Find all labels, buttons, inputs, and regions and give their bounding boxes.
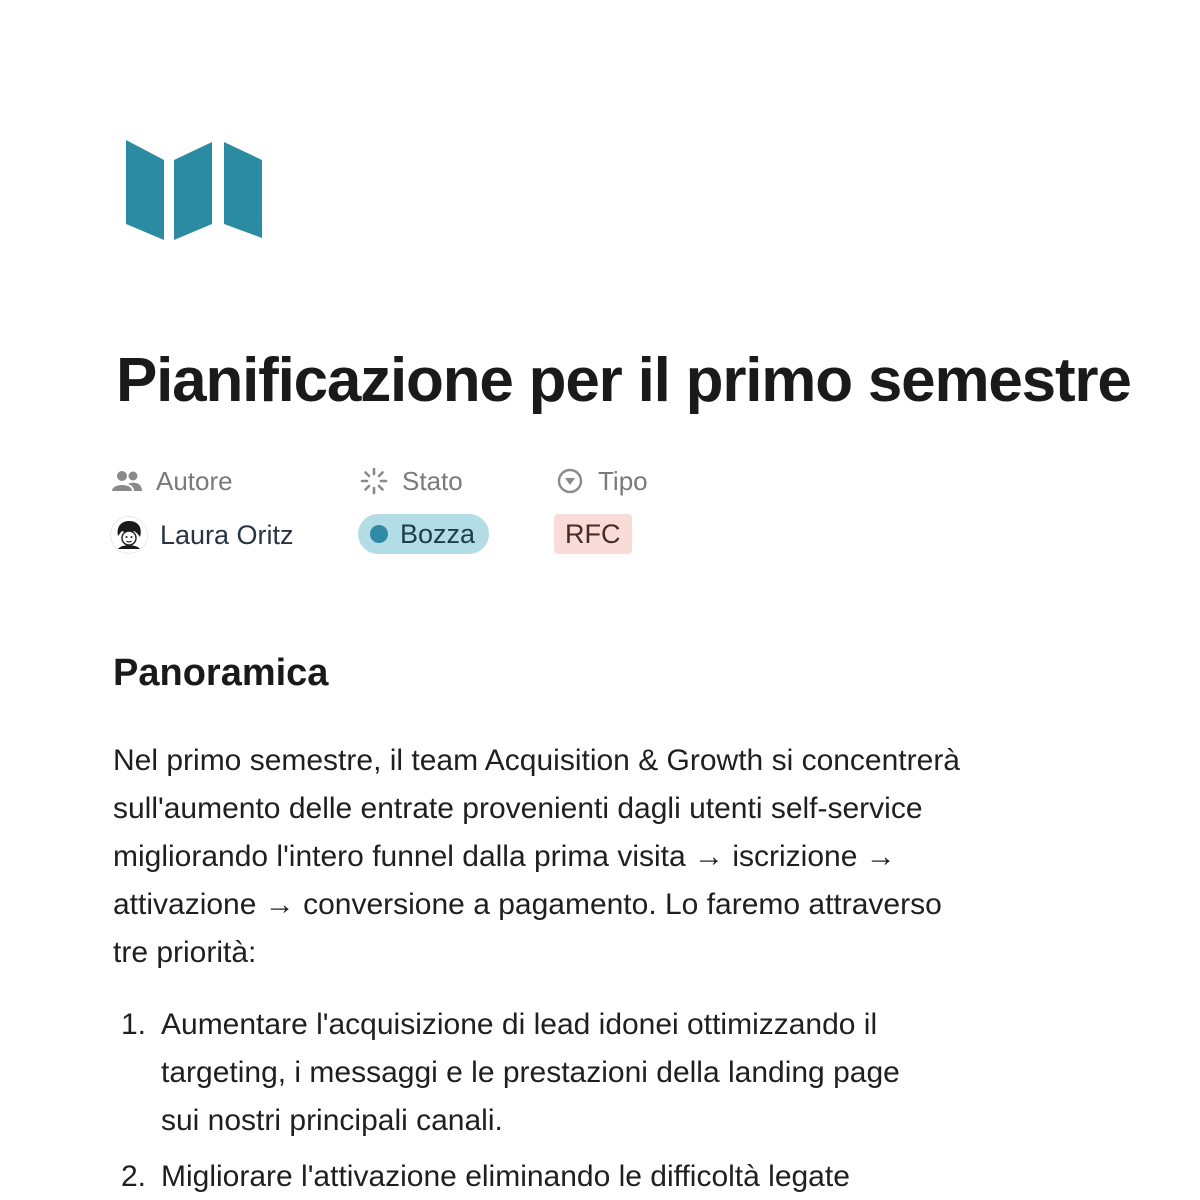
list-item xyxy=(113,1153,1113,1200)
section-heading: Panoramica xyxy=(113,652,329,694)
property-author[interactable] xyxy=(112,464,233,498)
overview-paragraph xyxy=(113,737,1113,977)
map-icon xyxy=(124,140,264,240)
list-item-line: sui nostri principali canali. xyxy=(161,1104,503,1137)
property-status[interactable] xyxy=(360,464,463,498)
loading-icon xyxy=(360,467,388,495)
select-icon xyxy=(556,467,584,495)
paragraph-line: sull'aumento delle entrate provenienti dagli utenti self-service xyxy=(113,792,923,825)
priority-list xyxy=(113,1001,1113,1200)
paragraph-line: Nel primo semestre, il team Acquisition & Growth si concentrerà xyxy=(113,744,960,777)
status-value: Bozza xyxy=(400,518,476,549)
people-icon xyxy=(112,470,142,492)
avatar xyxy=(110,516,148,554)
list-item xyxy=(113,1001,1113,1145)
author-value[interactable] xyxy=(110,514,294,556)
property-type-label: Tipo xyxy=(598,465,648,496)
list-number: 2. xyxy=(121,1160,147,1193)
property-status-label: Stato xyxy=(402,465,463,496)
paragraph-line: migliorando l'intero funnel dalla prima visita → iscrizione → xyxy=(113,840,896,873)
type-tag[interactable] xyxy=(554,514,632,554)
status-badge[interactable] xyxy=(358,514,489,554)
property-author-label: Autore xyxy=(156,465,233,496)
list-number: 1. xyxy=(121,1008,147,1041)
list-item-line: Migliorare l'attivazione eliminando le difficoltà legate xyxy=(161,1160,850,1193)
author-name: Laura Oritz xyxy=(160,519,294,550)
page-title: Pianificazione per il primo semestre xyxy=(116,346,1131,415)
list-item-line: Aumentare l'acquisizione di lead idonei ottimizzando il xyxy=(161,1008,878,1041)
status-dot xyxy=(370,525,388,543)
paragraph-line: attivazione → conversione a pagamento. Lo faremo attraverso xyxy=(113,888,942,921)
paragraph-line: tre priorità: xyxy=(113,936,257,969)
type-value: RFC xyxy=(565,518,621,549)
property-type[interactable] xyxy=(556,464,648,498)
list-item-line: targeting, i messaggi e le prestazioni della landing page xyxy=(161,1056,900,1089)
